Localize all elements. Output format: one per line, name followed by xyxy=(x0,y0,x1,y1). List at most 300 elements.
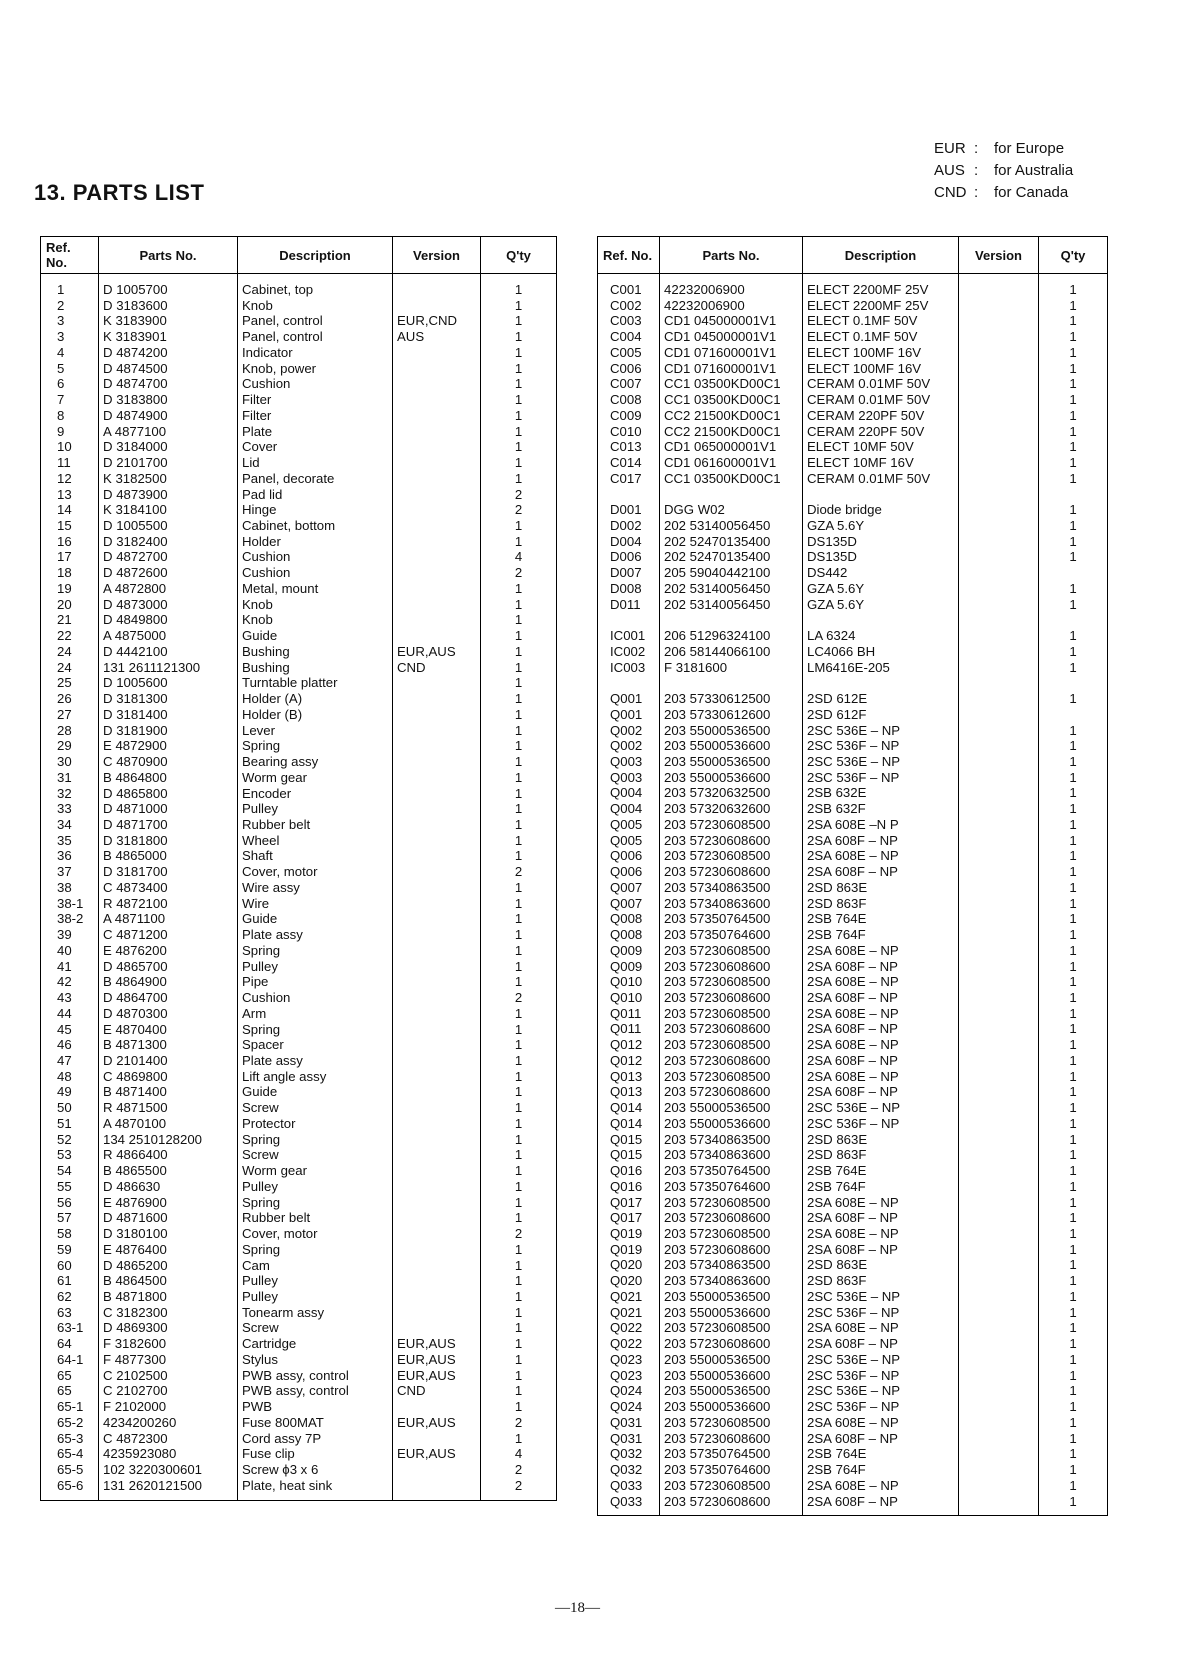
cell-ref-no: Q003 xyxy=(598,754,660,770)
cell-ref-no: C010 xyxy=(598,424,660,440)
cell-parts-no: K 3183901 xyxy=(99,329,238,345)
cell-qty: 1 xyxy=(1039,1021,1108,1037)
header-ref-no: Ref. No. xyxy=(41,237,99,274)
cell-qty: 1 xyxy=(1039,1053,1108,1069)
cell-version xyxy=(393,628,481,644)
cell-description: 2SA 608E – NP xyxy=(803,943,959,959)
cell-qty: 1 xyxy=(481,770,557,786)
table-row xyxy=(41,1195,557,1211)
cell-qty: 1 xyxy=(1039,1462,1108,1478)
table-row xyxy=(41,424,557,440)
cell-description: Cam xyxy=(238,1258,393,1274)
cell-parts-no: R 4871500 xyxy=(99,1100,238,1116)
cell-qty: 2 xyxy=(481,502,557,518)
table-header-row xyxy=(41,237,557,274)
cell-description: Filter xyxy=(238,392,393,408)
cell-parts-no: D 4874700 xyxy=(99,376,238,392)
cell-qty: 1 xyxy=(1039,801,1108,817)
cell-description: 2SA 608E – NP xyxy=(803,1478,959,1494)
cell-ref-no: 9 xyxy=(41,424,99,440)
cell-version xyxy=(959,707,1039,723)
cell-ref-no: C002 xyxy=(598,298,660,314)
cell-version xyxy=(393,927,481,943)
table-row xyxy=(41,1273,557,1289)
cell-qty: 1 xyxy=(1039,1242,1108,1258)
cell-ref-no: IC001 xyxy=(598,628,660,644)
cell-version xyxy=(393,959,481,975)
cell-ref-no: Q013 xyxy=(598,1084,660,1100)
cell-parts-no: 203 57230608500 xyxy=(660,1478,803,1494)
header-version: Version xyxy=(393,237,481,274)
table-row xyxy=(41,1431,557,1447)
cell-version xyxy=(959,1494,1039,1516)
cell-ref-no: 19 xyxy=(41,581,99,597)
cell-qty: 1 xyxy=(481,361,557,377)
table-row xyxy=(598,392,1108,408)
cell-ref-no: Q010 xyxy=(598,974,660,990)
cell-parts-no: D 4872700 xyxy=(99,549,238,565)
cell-qty: 1 xyxy=(481,848,557,864)
cell-qty: 1 xyxy=(1039,660,1108,676)
table-row xyxy=(41,880,557,896)
cell-parts-no: DGG W02 xyxy=(660,502,803,518)
cell-parts-no: K 3184100 xyxy=(99,502,238,518)
cell-qty: 1 xyxy=(481,439,557,455)
table-row xyxy=(598,927,1108,943)
cell-ref-no: 47 xyxy=(41,1053,99,1069)
cell-description: Knob xyxy=(238,612,393,628)
cell-parts-no: 203 55000536600 xyxy=(660,738,803,754)
table-row xyxy=(41,1289,557,1305)
cell-description: Cover, motor xyxy=(238,864,393,880)
cell-version xyxy=(393,1305,481,1321)
cell-ref-no: Q019 xyxy=(598,1242,660,1258)
cell-description: Panel, control xyxy=(238,313,393,329)
cell-qty: 1 xyxy=(1039,581,1108,597)
cell-ref-no: 10 xyxy=(41,439,99,455)
table-row xyxy=(41,786,557,802)
cell-qty: 1 xyxy=(1039,1305,1108,1321)
cell-parts-no: 202 53140056450 xyxy=(660,581,803,597)
table-row xyxy=(41,1053,557,1069)
header-parts-no: Parts No. xyxy=(660,237,803,274)
cell-ref-no: 65-6 xyxy=(41,1478,99,1500)
cell-description: Arm xyxy=(238,1006,393,1022)
cell-description: Diode bridge xyxy=(803,502,959,518)
cell-version xyxy=(959,1053,1039,1069)
table-row xyxy=(598,1257,1108,1273)
cell-ref-no: Q007 xyxy=(598,896,660,912)
cell-parts-no: 102 3220300601 xyxy=(99,1462,238,1478)
cell-version xyxy=(393,455,481,471)
parts-table-left xyxy=(40,236,557,1501)
cell-qty: 1 xyxy=(481,896,557,912)
cell-ref-no: 7 xyxy=(41,392,99,408)
cell-description: Guide xyxy=(238,911,393,927)
cell-parts-no: 203 55000536600 xyxy=(660,1305,803,1321)
cell-parts-no: D 1005700 xyxy=(99,274,238,298)
cell-qty: 1 xyxy=(481,597,557,613)
cell-parts-no: CD1 071600001V1 xyxy=(660,361,803,377)
cell-parts-no: D 4873000 xyxy=(99,597,238,613)
cell-description: Pad lid xyxy=(238,487,393,503)
cell-version xyxy=(393,534,481,550)
table-row xyxy=(41,392,557,408)
cell-qty: 1 xyxy=(481,943,557,959)
cell-ref-no: Q015 xyxy=(598,1147,660,1163)
cell-version xyxy=(393,896,481,912)
cell-parts-no: D 4870300 xyxy=(99,1006,238,1022)
cell-parts-no: F 2102000 xyxy=(99,1399,238,1415)
cell-ref-no: 41 xyxy=(41,959,99,975)
cell-version xyxy=(393,565,481,581)
table-row xyxy=(598,864,1108,880)
cell-qty: 1 xyxy=(1039,1383,1108,1399)
table-row xyxy=(41,1069,557,1085)
cell-ref-no: Q007 xyxy=(598,880,660,896)
cell-description: DS135D xyxy=(803,534,959,550)
cell-qty: 1 xyxy=(481,1352,557,1368)
table-row xyxy=(41,1100,557,1116)
cell-version: EUR,AUS xyxy=(393,1446,481,1462)
cell-ref-no: Q009 xyxy=(598,943,660,959)
cell-version xyxy=(393,990,481,1006)
cell-qty: 1 xyxy=(1039,1478,1108,1494)
cell-parts-no: CC1 03500KD00C1 xyxy=(660,471,803,487)
cell-version xyxy=(393,1258,481,1274)
cell-qty: 1 xyxy=(1039,455,1108,471)
table-row xyxy=(41,612,557,628)
cell-version xyxy=(393,1242,481,1258)
cell-ref-no: 59 xyxy=(41,1242,99,1258)
cell-parts-no: 203 57230608500 xyxy=(660,1415,803,1431)
table-row xyxy=(41,1163,557,1179)
cell-ref-no: C001 xyxy=(598,274,660,298)
cell-qty: 1 xyxy=(1039,1226,1108,1242)
cell-version xyxy=(959,487,1039,503)
cell-qty: 1 xyxy=(1039,1368,1108,1384)
cell-parts-no: 203 57230608500 xyxy=(660,1069,803,1085)
cell-qty: 1 xyxy=(1039,471,1108,487)
cell-version xyxy=(393,1022,481,1038)
cell-qty: 1 xyxy=(481,927,557,943)
cell-description: CERAM 0.01MF 50V xyxy=(803,392,959,408)
cell-ref-no: 8 xyxy=(41,408,99,424)
cell-qty: 1 xyxy=(481,313,557,329)
table-row xyxy=(41,329,557,345)
table-row xyxy=(598,549,1108,565)
cell-qty: 1 xyxy=(481,675,557,691)
cell-version xyxy=(393,1195,481,1211)
cell-description: 2SC 536F – NP xyxy=(803,738,959,754)
cell-description: Holder xyxy=(238,534,393,550)
table-row xyxy=(598,439,1108,455)
cell-parts-no: A 4871100 xyxy=(99,911,238,927)
cell-qty: 1 xyxy=(1039,1415,1108,1431)
table-header-row xyxy=(598,237,1108,274)
cell-version xyxy=(393,408,481,424)
cell-parts-no: K 3182500 xyxy=(99,471,238,487)
cell-parts-no: 203 57230608500 xyxy=(660,1037,803,1053)
header-description: Description xyxy=(803,237,959,274)
cell-description: CERAM 0.01MF 50V xyxy=(803,376,959,392)
cell-ref-no: 29 xyxy=(41,738,99,754)
cell-ref-no: 64 xyxy=(41,1336,99,1352)
cell-parts-no: 203 55000536600 xyxy=(660,1399,803,1415)
cell-description: Screw ϕ3 x 6 xyxy=(238,1462,393,1478)
cell-description: 2SD 612F xyxy=(803,707,959,723)
cell-ref-no: 25 xyxy=(41,675,99,691)
cell-parts-no: D 4864700 xyxy=(99,990,238,1006)
cell-version xyxy=(959,1273,1039,1289)
table-row xyxy=(598,313,1108,329)
table-row xyxy=(41,1084,557,1100)
cell-qty: 1 xyxy=(481,974,557,990)
cell-ref-no: 54 xyxy=(41,1163,99,1179)
cell-qty: 1 xyxy=(1039,848,1108,864)
cell-version xyxy=(959,1179,1039,1195)
cell-qty: 1 xyxy=(1039,1069,1108,1085)
cell-version xyxy=(393,1037,481,1053)
cell-parts-no: 203 55000536500 xyxy=(660,1100,803,1116)
table-row xyxy=(41,298,557,314)
cell-description: Screw xyxy=(238,1320,393,1336)
cell-qty: 1 xyxy=(481,786,557,802)
cell-ref-no: Q032 xyxy=(598,1462,660,1478)
cell-version xyxy=(959,1446,1039,1462)
cell-ref-no: C004 xyxy=(598,329,660,345)
cell-description: Spring xyxy=(238,943,393,959)
cell-description: ELECT 2200MF 25V xyxy=(803,298,959,314)
cell-version xyxy=(959,597,1039,613)
cell-parts-no: 203 55000536500 xyxy=(660,723,803,739)
cell-description: Bearing assy xyxy=(238,754,393,770)
table-row xyxy=(41,1462,557,1478)
cell-description: Bushing xyxy=(238,644,393,660)
table-row xyxy=(41,1415,557,1431)
cell-version xyxy=(393,1084,481,1100)
cell-description: Filter xyxy=(238,408,393,424)
table-row xyxy=(41,1383,557,1399)
table-row xyxy=(41,943,557,959)
cell-description: LC4066 BH xyxy=(803,644,959,660)
cell-ref-no: 38-1 xyxy=(41,896,99,912)
cell-parts-no: D 1005600 xyxy=(99,675,238,691)
cell-parts-no: D 3181700 xyxy=(99,864,238,880)
table-row xyxy=(41,770,557,786)
cell-version xyxy=(959,1415,1039,1431)
cell-version xyxy=(959,1100,1039,1116)
cell-version xyxy=(959,848,1039,864)
cell-version xyxy=(393,1462,481,1478)
cell-qty: 1 xyxy=(481,628,557,644)
cell-qty: 1 xyxy=(481,1116,557,1132)
cell-description: Cushion xyxy=(238,549,393,565)
cell-ref-no: 6 xyxy=(41,376,99,392)
cell-ref-no: C008 xyxy=(598,392,660,408)
table-row xyxy=(598,1132,1108,1148)
cell-description: Plate xyxy=(238,424,393,440)
cell-ref-no: Q006 xyxy=(598,864,660,880)
cell-parts-no: 203 57230608600 xyxy=(660,1053,803,1069)
cell-description: Spring xyxy=(238,1022,393,1038)
cell-qty: 1 xyxy=(1039,518,1108,534)
cell-version xyxy=(959,754,1039,770)
table-row xyxy=(598,565,1108,581)
cell-qty: 1 xyxy=(481,1258,557,1274)
table-row xyxy=(598,1336,1108,1352)
cell-parts-no: 203 57340863600 xyxy=(660,896,803,912)
cell-parts-no: R 4872100 xyxy=(99,896,238,912)
cell-description: GZA 5.6Y xyxy=(803,581,959,597)
cell-ref-no: 65-3 xyxy=(41,1431,99,1447)
cell-parts-no: D 4871600 xyxy=(99,1210,238,1226)
cell-description: Plate assy xyxy=(238,1053,393,1069)
cell-parts-no: B 4871800 xyxy=(99,1289,238,1305)
cell-qty: 1 xyxy=(481,612,557,628)
cell-description: 2SA 608F – NP xyxy=(803,1431,959,1447)
table-row xyxy=(598,1446,1108,1462)
table-row xyxy=(598,1053,1108,1069)
cell-qty: 1 xyxy=(481,1210,557,1226)
table-row xyxy=(598,274,1108,298)
cell-version xyxy=(393,675,481,691)
table-row xyxy=(41,1258,557,1274)
cell-qty: 1 xyxy=(481,1147,557,1163)
cell-parts-no: CD1 045000001V1 xyxy=(660,313,803,329)
cell-parts-no: 131 2611121300 xyxy=(99,660,238,676)
cell-ref-no: Q017 xyxy=(598,1195,660,1211)
cell-parts-no: 203 57230608600 xyxy=(660,1336,803,1352)
header-version: Version xyxy=(959,237,1039,274)
table-row xyxy=(41,518,557,534)
cell-parts-no: B 4864900 xyxy=(99,974,238,990)
cell-version xyxy=(959,565,1039,581)
cell-description: Cartridge xyxy=(238,1336,393,1352)
cell-ref-no: C005 xyxy=(598,345,660,361)
cell-version: EUR,AUS xyxy=(393,1352,481,1368)
cell-parts-no: C 2102700 xyxy=(99,1383,238,1399)
cell-version xyxy=(959,1368,1039,1384)
cell-description: PWB assy, control xyxy=(238,1383,393,1399)
cell-parts-no: CC2 21500KD00C1 xyxy=(660,408,803,424)
cell-version xyxy=(959,1147,1039,1163)
cell-parts-no: 203 55000536500 xyxy=(660,1289,803,1305)
cell-version xyxy=(393,786,481,802)
cell-ref-no: 30 xyxy=(41,754,99,770)
cell-description: 2SB 764E xyxy=(803,1163,959,1179)
cell-ref-no: Q016 xyxy=(598,1163,660,1179)
table-row xyxy=(41,864,557,880)
cell-ref-no: 57 xyxy=(41,1210,99,1226)
cell-version xyxy=(959,911,1039,927)
table-row xyxy=(598,974,1108,990)
cell-qty: 1 xyxy=(1039,502,1108,518)
cell-qty: 1 xyxy=(1039,1257,1108,1273)
table-row xyxy=(41,1210,557,1226)
cell-qty: 1 xyxy=(1039,313,1108,329)
cell-version xyxy=(393,770,481,786)
cell-ref-no: Q020 xyxy=(598,1273,660,1289)
cell-ref-no: 15 xyxy=(41,518,99,534)
table-row xyxy=(598,518,1108,534)
cell-version xyxy=(959,644,1039,660)
cell-ref-no: C003 xyxy=(598,313,660,329)
cell-ref-no: 3 xyxy=(41,313,99,329)
table-row xyxy=(41,534,557,550)
cell-parts-no: B 4871300 xyxy=(99,1037,238,1053)
cell-version xyxy=(959,1195,1039,1211)
cell-description: 2SA 608E – NP xyxy=(803,974,959,990)
table-row xyxy=(598,628,1108,644)
cell-version xyxy=(959,1320,1039,1336)
table-row xyxy=(41,1132,557,1148)
table-row xyxy=(41,581,557,597)
table-row xyxy=(41,927,557,943)
cell-qty: 2 xyxy=(481,990,557,1006)
cell-description: 2SC 536F – NP xyxy=(803,1399,959,1415)
cell-description: Worm gear xyxy=(238,1163,393,1179)
cell-qty: 1 xyxy=(1039,1100,1108,1116)
cell-version xyxy=(393,1273,481,1289)
header-parts-no: Parts No. xyxy=(99,237,238,274)
table-row xyxy=(598,1069,1108,1085)
cell-qty: 1 xyxy=(481,345,557,361)
cell-description: 2SB 764F xyxy=(803,1179,959,1195)
cell-version xyxy=(393,439,481,455)
table-row xyxy=(598,1368,1108,1384)
cell-description: Spring xyxy=(238,738,393,754)
cell-qty: 1 xyxy=(1039,833,1108,849)
cell-qty: 1 xyxy=(481,1399,557,1415)
header-ref-no: Ref. No. xyxy=(598,237,660,274)
cell-parts-no: 203 57330612500 xyxy=(660,691,803,707)
cell-ref-no: 64-1 xyxy=(41,1352,99,1368)
cell-ref-no: 37 xyxy=(41,864,99,880)
table-row xyxy=(598,770,1108,786)
cell-qty: 1 xyxy=(1039,1352,1108,1368)
cell-parts-no: A 4875000 xyxy=(99,628,238,644)
cell-version xyxy=(393,1100,481,1116)
cell-description: Cabinet, top xyxy=(238,274,393,298)
table-row xyxy=(598,597,1108,613)
cell-ref-no: 36 xyxy=(41,848,99,864)
cell-ref-no: 60 xyxy=(41,1258,99,1274)
cell-version xyxy=(393,848,481,864)
cell-parts-no: 203 57230608500 xyxy=(660,1006,803,1022)
cell-qty: 1 xyxy=(481,1273,557,1289)
cell-description: Guide xyxy=(238,1084,393,1100)
cell-description: 2SB 632F xyxy=(803,801,959,817)
table-row xyxy=(41,754,557,770)
cell-parts-no: 203 57230608600 xyxy=(660,990,803,1006)
cell-version xyxy=(393,581,481,597)
cell-ref-no: Q001 xyxy=(598,707,660,723)
cell-ref-no: Q005 xyxy=(598,817,660,833)
cell-version xyxy=(959,471,1039,487)
cell-description: Guide xyxy=(238,628,393,644)
cell-description: 2SA 608E – NP xyxy=(803,848,959,864)
cell-parts-no: D 4874900 xyxy=(99,408,238,424)
legend-description: for Australia xyxy=(994,162,1074,179)
table-row xyxy=(41,675,557,691)
cell-ref-no: Q005 xyxy=(598,833,660,849)
cell-ref-no: 56 xyxy=(41,1195,99,1211)
cell-parts-no: 203 57230608600 xyxy=(660,1084,803,1100)
cell-qty: 1 xyxy=(481,1006,557,1022)
table-row xyxy=(41,738,557,754)
cell-qty: 1 xyxy=(1039,1179,1108,1195)
